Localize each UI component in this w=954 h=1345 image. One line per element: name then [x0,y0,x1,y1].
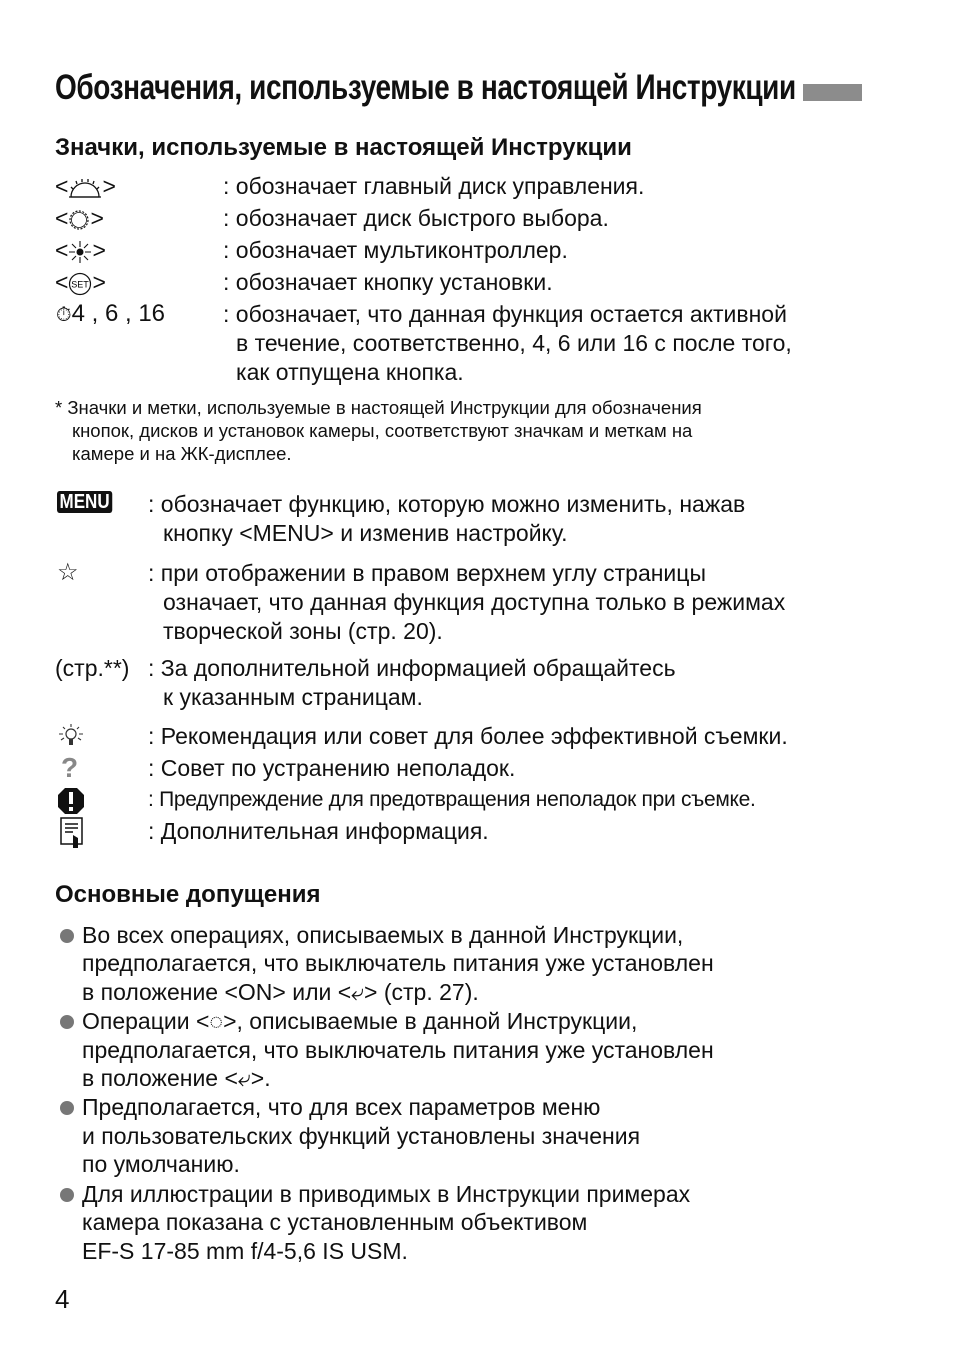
svg-text:SET: SET [71,279,90,290]
bullet-text: и пользовательских функций установлены значения [82,1123,641,1149]
bullet-text: Во всех операциях, описываемых в данной Инструкции, [82,922,684,948]
timer-label: 4 , 6 , 16 [71,300,166,327]
bullet-text: в положение <ON> или <⤶> (стр. 27). [82,979,479,1005]
main-dial-icon: < > [55,173,116,199]
timer-desc: в течение, соответственно, 4, 6 или 16 с после того, [236,330,792,356]
footnote: камере и на ЖК-дисплее. [72,443,292,464]
bullet-icon [60,929,74,943]
footnote: * Значки и метки, используемые в настоящей Инструкции для обозначения [55,397,702,418]
bullet-text: Для иллюстрации в приводимых в Инструкции примерах [82,1181,691,1207]
footnote: кнопок, дисков и установок камеры, соответствуют значкам и меткам на [72,420,693,441]
bullet-text: камера показана с установленным объективом [82,1209,588,1235]
bullet-icon [60,1101,74,1115]
note-desc: : Дополнительная информация. [148,818,489,844]
bullet-text: Операции <◌>, описываемые в данной Инструкции, [82,1008,638,1034]
bullet-icon [60,1188,74,1202]
menu-desc: : обозначает функцию, которую можно изменить, нажав [148,491,746,517]
page-ref-desc: к указанным страницам. [163,684,423,710]
timer-desc: как отпущена кнопка. [236,359,464,385]
bullet-text: по умолчанию. [82,1151,240,1177]
bullet-text: в положение <⤶>. [82,1065,271,1091]
lightbulb-icon [56,723,86,754]
star-desc: означает, что данная функция доступна только в режимах [163,589,786,615]
assumptions-heading: Основные допущения [55,881,321,908]
icon-desc: : обозначает кнопку установки. [223,269,553,295]
bullet-icon [60,1015,74,1029]
question-icon: ? [61,752,79,783]
page-ref-label: (стр.**) [55,655,130,681]
icon-desc: : обозначает диск быстрого выбора. [223,205,609,231]
bullet-text: предполагается, что выключатель питания уже установлен [82,950,714,976]
timer-icons [56,300,165,329]
multi-controller-icon: < > [55,237,106,263]
note-icon [60,817,84,856]
bullet-text: предполагается, что выключатель питания уже установлен [82,1037,714,1063]
menu-icon: MENU [57,491,112,513]
menu-desc: кнопку <MENU> и изменив настройку. [163,520,568,546]
icons-heading: Значки, используемые в настоящей Инструкции [55,134,632,161]
timer-icon: ⏱ [56,304,72,326]
tip-desc: : Рекомендация или совет для более эффективной съемки. [148,723,788,749]
caution-icon [57,787,85,820]
bullet-text: EF-S 17-85 mm f/4-5,6 IS USM. [82,1238,408,1264]
bullet-text: Предполагается, что для всех параметров меню [82,1094,601,1120]
icon-desc: : обозначает мультиконтроллер. [223,237,568,263]
star-desc: : при отображении в правом верхнем углу страницы [148,560,706,586]
troubleshoot-desc: : Совет по устранению неполадок. [148,755,516,781]
page-number: 4 [55,1284,70,1314]
page-title: Обозначения, используемые в настоящей Инструкции [55,68,796,107]
timer-desc: : обозначает, что данная функция остается активной [223,301,787,327]
star-desc: творческой зоны (стр. 20). [163,618,443,644]
icon-desc: : обозначает главный диск управления. [223,173,645,199]
quick-control-dial-icon: < > [55,205,104,231]
caution-desc: : Предупреждение для предотвращения неполадок при съемке. [148,788,756,811]
title-bar-decoration [803,84,862,101]
page-ref-desc: : За дополнительной информацией обращайтесь [148,655,676,681]
star-icon: ☆ [57,559,79,586]
set-button-icon: < SET > [55,269,106,295]
